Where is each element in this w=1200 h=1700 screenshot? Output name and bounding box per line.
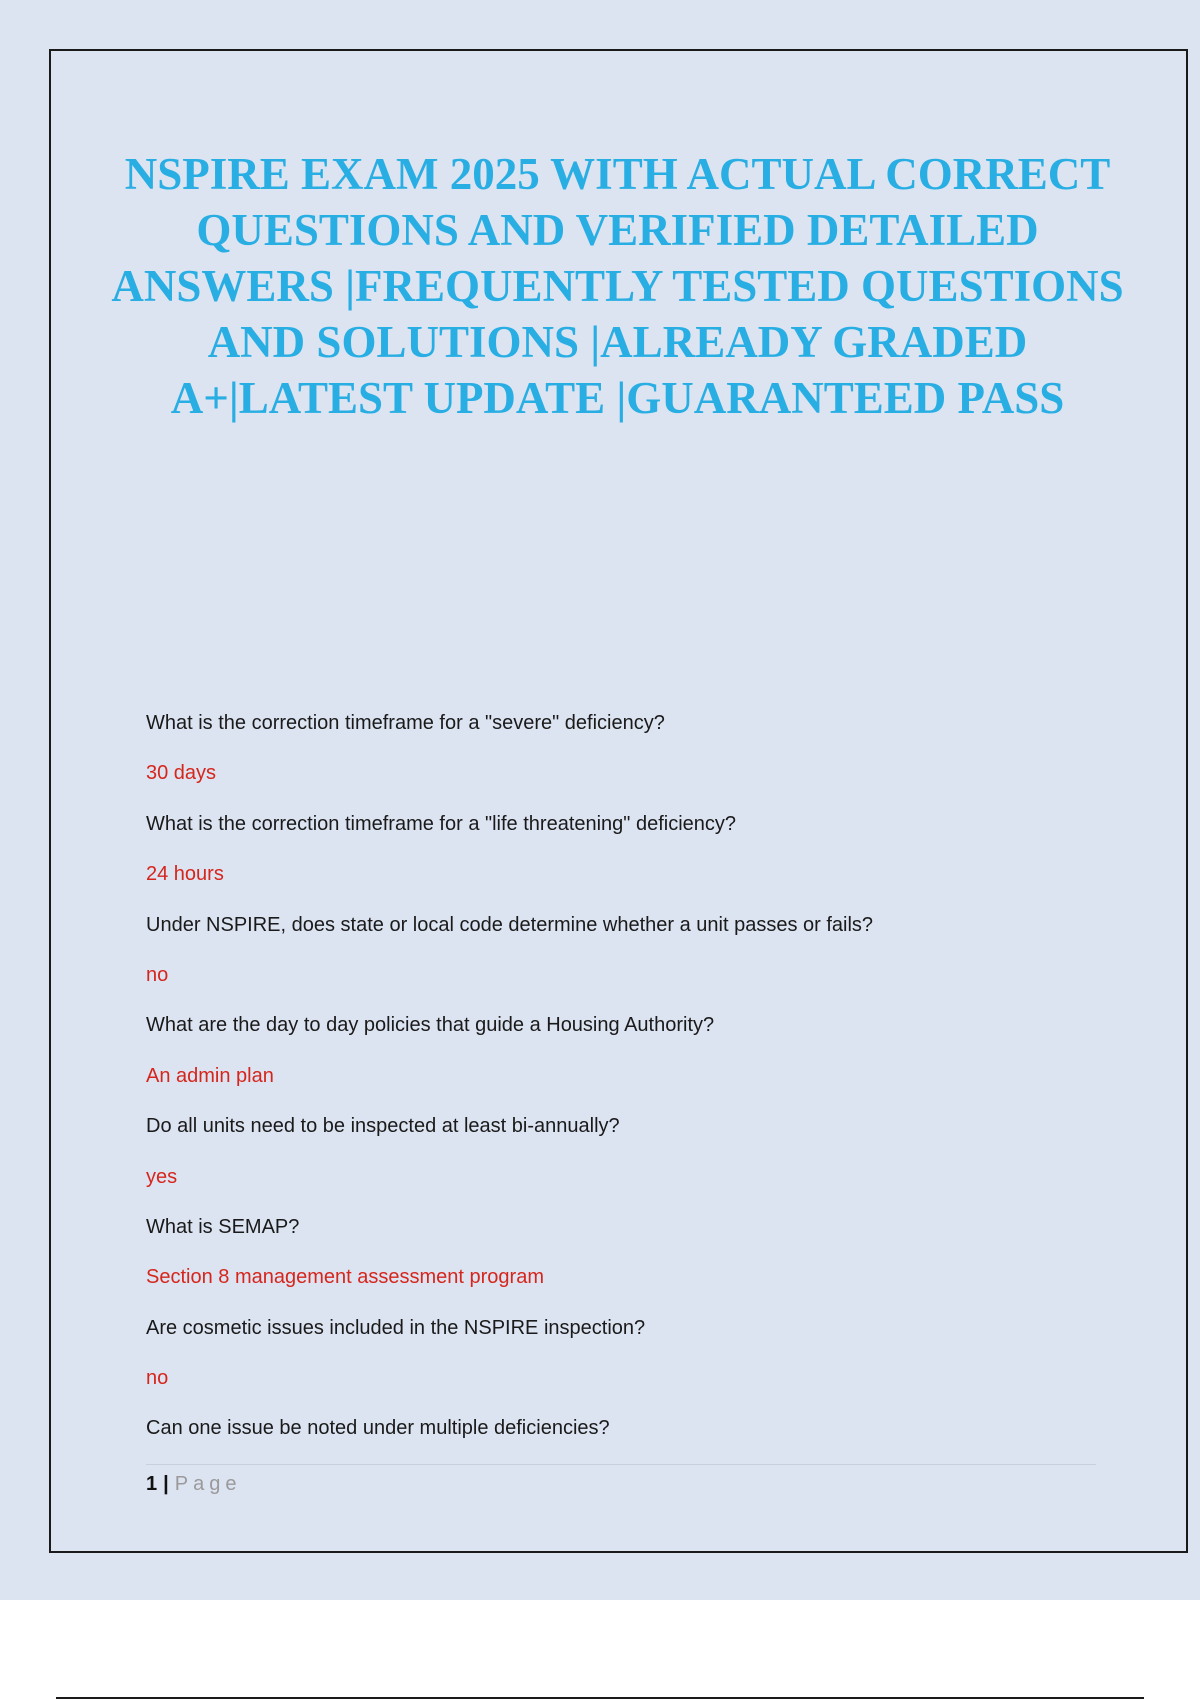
page-label: Page xyxy=(174,1473,242,1495)
question-text: What is the correction timeframe for a "severe" deficiency? xyxy=(146,712,665,734)
question-text: Do all units need to be inspected at least bi-annually? xyxy=(146,1115,620,1138)
question-text: Are cosmetic issues included in the NSPIRE inspection? xyxy=(146,1316,646,1339)
footer-separator: | xyxy=(163,1473,169,1495)
answer-text: no xyxy=(146,1367,169,1390)
question-answer-list xyxy=(146,707,1096,1463)
document-title: NSPIRE EXAM 2025 WITH ACTUAL CORRECT QUESTIONS AND VERIFIED DETAILED ANSWERS |FREQUENTLY TESTED QUESTIONS AND SOLUTIONS |ALREADY GRADED A+|LATEST UPDATE |GUARANTEED PASS xyxy=(111,149,1124,423)
answer-text: 24 hours xyxy=(146,863,224,886)
bottom-divider xyxy=(56,1697,1144,1699)
question-text: What are the day to day policies that guide a Housing Authority? xyxy=(146,1014,715,1037)
page-number: 1 xyxy=(146,1473,158,1495)
question-text: Can one issue be noted under multiple deficiencies? xyxy=(146,1417,610,1440)
answer-text: Section 8 management assessment program xyxy=(146,1266,544,1289)
page-footer xyxy=(146,1470,241,1498)
answer-text: yes xyxy=(146,1165,178,1188)
answer-text: 30 days xyxy=(146,762,217,785)
footer-divider xyxy=(146,1464,1096,1465)
question-text: What is SEMAP? xyxy=(146,1215,300,1238)
answer-text: An admin plan xyxy=(146,1064,274,1087)
question-text: What is the correction timeframe for a "life threatening" deficiency? xyxy=(146,812,737,835)
answer-text: no xyxy=(146,963,169,986)
question-text: Under NSPIRE, does state or local code determine whether a unit passes or fails? xyxy=(146,913,874,936)
